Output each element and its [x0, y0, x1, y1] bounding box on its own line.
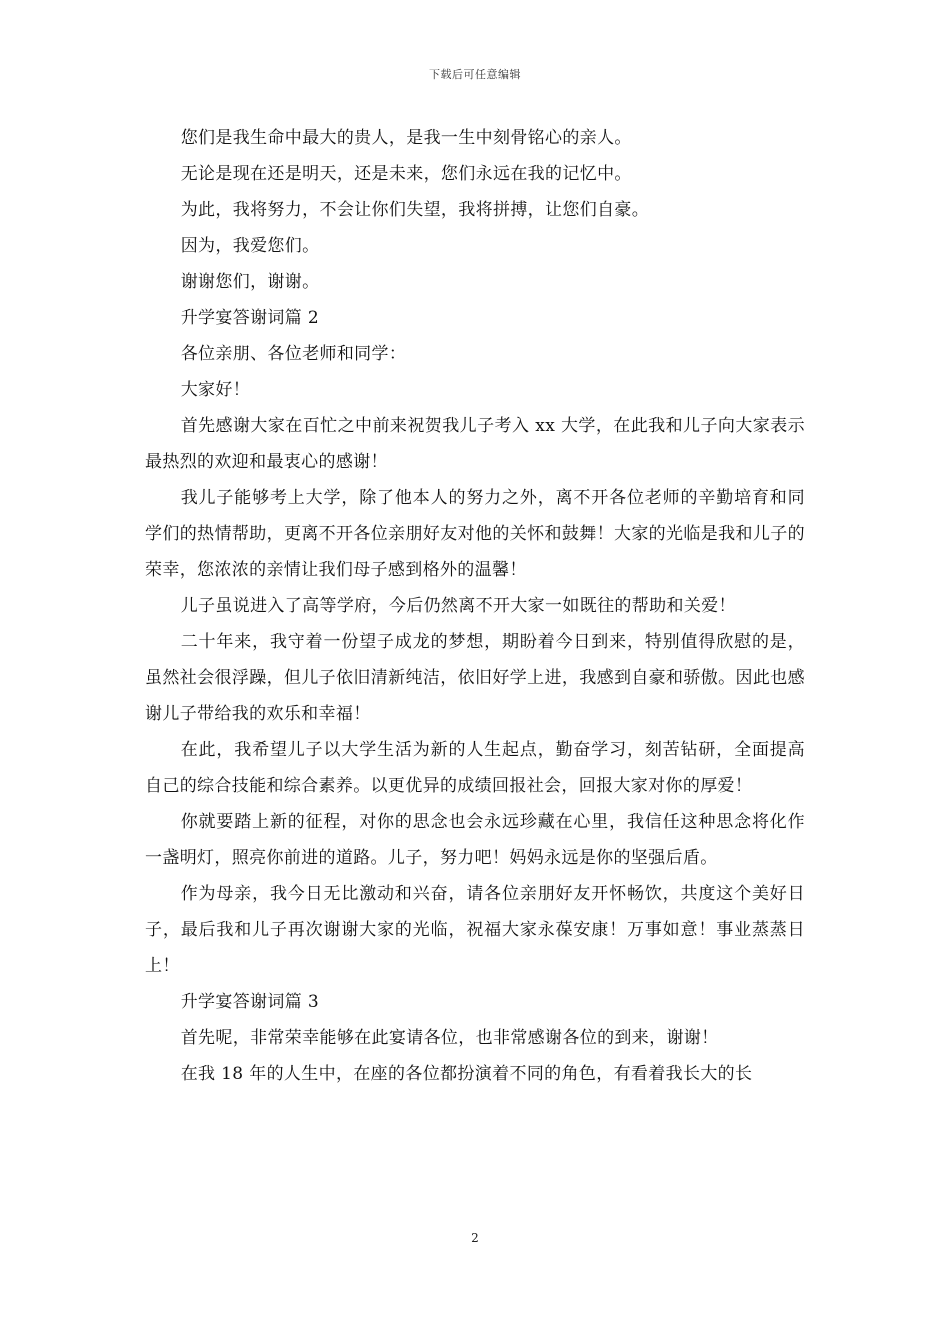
document-body — [145, 120, 805, 1092]
paragraph: 您们是我生命中最大的贵人，是我一生中刻骨铭心的亲人。 — [180, 128, 632, 148]
paragraph: 在此，我希望儿子以大学生活为新的人生起点，勤奋学习，刻苦钻研，全面提高自己的综合技能和综合素养。以更优异的成绩回报社会，回报大家对你的厚爱！ — [145, 740, 805, 796]
page-number: 2 — [471, 1231, 479, 1245]
paragraph: 首先感谢大家在百忙之中前来祝贺我儿子考入 xx 大学，在此我和儿子向大家表示最热烈的欢迎和最衷心的感谢！ — [145, 416, 805, 472]
greeting: 大家好！ — [180, 380, 251, 400]
paragraph: 在我 18 年的人生中，在座的各位都扮演着不同的角色，有看着我长大的长 — [180, 1064, 753, 1084]
paragraph: 我儿子能够考上大学，除了他本人的努力之外，离不开各位老师的辛勤培育和同学们的热情帮助，更离不开各位亲朋好友对他的关怀和鼓舞！大家的光临是我和儿子的荣幸，您浓浓的亲情让我们母子感到格外的温馨！ — [145, 488, 805, 580]
paragraph: 为此，我将努力，不会让你们失望，我将拼搏，让您们自豪。 — [180, 200, 650, 220]
section-heading: 升学宴答谢词篇 3 — [180, 992, 320, 1012]
section-heading: 升学宴答谢词篇 2 — [180, 308, 320, 328]
paragraph: 首先呢，非常荣幸能够在此宴请各位，也非常感谢各位的到来，谢谢！ — [180, 1028, 719, 1048]
paragraph: 因为，我爱您们。 — [180, 236, 320, 256]
salutation: 各位亲朋、各位老师和同学： — [180, 344, 407, 364]
paragraph: 作为母亲，我今日无比激动和兴奋，请各位亲朋好友开怀畅饮，共度这个美好日子，最后我和儿子再次谢谢大家的光临，祝福大家永葆安康！万事如意！事业蒸蒸日上！ — [145, 884, 805, 976]
paragraph: 谢谢您们，谢谢。 — [180, 272, 320, 292]
page-header: 下载后可任意编辑 — [429, 68, 521, 81]
paragraph: 你就要踏上新的征程，对你的思念也会永远珍藏在心里，我信任这种思念将化作一盏明灯，照亮你前进的道路。儿子，努力吧！妈妈永远是你的坚强后盾。 — [145, 812, 805, 868]
paragraph: 二十年来，我守着一份望子成龙的梦想，期盼着今日到来，特别值得欣慰的是，虽然社会很浮躁，但儿子依旧清新纯洁，依旧好学上进，我感到自豪和骄傲。因此也感谢儿子带给我的欢乐和幸福！ — [145, 632, 805, 724]
paragraph: 儿子虽说进入了高等学府，今后仍然离不开大家一如既往的帮助和关爱！ — [180, 596, 736, 616]
paragraph: 无论是现在还是明天，还是未来，您们永远在我的记忆中。 — [180, 164, 632, 184]
